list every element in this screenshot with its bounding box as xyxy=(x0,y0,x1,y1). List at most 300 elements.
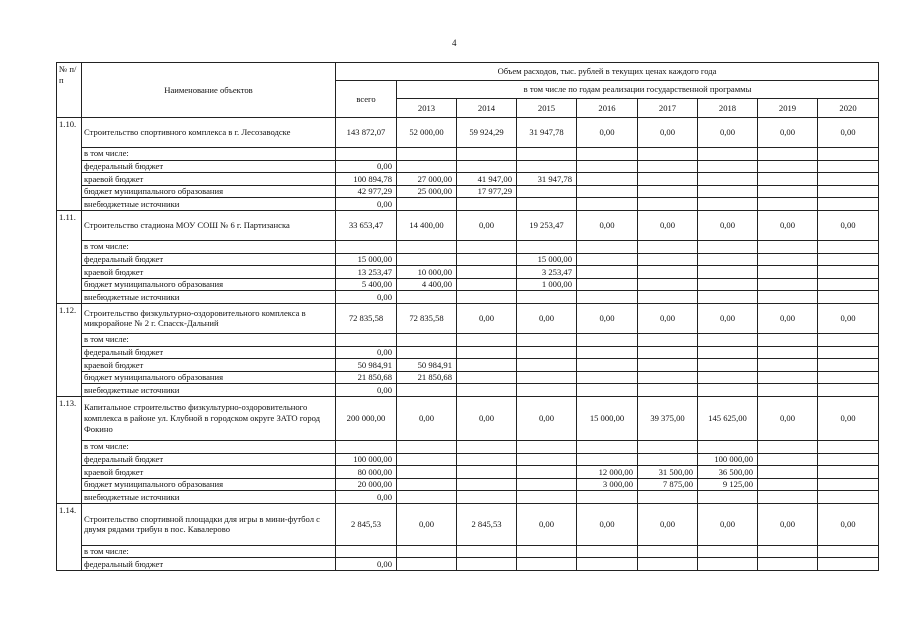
funding-row xyxy=(57,440,879,453)
funding-year-value xyxy=(818,558,879,571)
funding-year-value xyxy=(638,291,698,304)
budget-table xyxy=(56,62,879,571)
funding-year-value xyxy=(638,346,698,359)
object-year-value: 0,00 xyxy=(818,118,879,148)
funding-total: 15 000,00 xyxy=(336,253,397,266)
funding-year-value: 25 000,00 xyxy=(397,185,457,198)
object-year-value: 0,00 xyxy=(517,396,577,440)
header-expense: Объем расходов, тыс. рублей в текущих ценах каждого года xyxy=(336,63,879,81)
object-year-value: 0,00 xyxy=(577,118,638,148)
funding-year-value xyxy=(397,291,457,304)
funding-year-value xyxy=(517,384,577,397)
funding-year-value xyxy=(638,359,698,372)
funding-year-value xyxy=(698,346,758,359)
funding-year-value xyxy=(698,333,758,346)
funding-year-value xyxy=(818,359,879,372)
funding-year-value: 4 400,00 xyxy=(397,278,457,291)
funding-year-value xyxy=(457,148,517,161)
funding-year-value xyxy=(758,160,818,173)
object-year-value: 0,00 xyxy=(457,396,517,440)
funding-year-value xyxy=(517,291,577,304)
funding-source-label: федеральный бюджет xyxy=(82,558,336,571)
funding-total: 20 000,00 xyxy=(336,478,397,491)
object-year-value: 14 400,00 xyxy=(397,210,457,240)
funding-year-value xyxy=(758,558,818,571)
funding-total: 13 253,47 xyxy=(336,266,397,279)
funding-source-label: в том числе: xyxy=(82,440,336,453)
funding-year-value xyxy=(517,466,577,479)
funding-row xyxy=(57,466,879,479)
object-total: 143 872,07 xyxy=(336,118,397,148)
funding-total: 5 400,00 xyxy=(336,278,397,291)
funding-year-value xyxy=(758,198,818,211)
funding-year-value xyxy=(638,453,698,466)
funding-year-value xyxy=(758,333,818,346)
funding-year-value xyxy=(517,545,577,558)
funding-year-value xyxy=(577,278,638,291)
object-year-value: 0,00 xyxy=(457,303,517,333)
funding-year-value xyxy=(457,198,517,211)
funding-year-value xyxy=(397,240,457,253)
header-no: № п/п xyxy=(57,63,82,118)
funding-source-label: бюджет муниципального образования xyxy=(82,185,336,198)
object-year-value: 0,00 xyxy=(517,503,577,545)
object-name: Строительство стадиона МОУ СОШ № 6 г. Партизанска xyxy=(82,210,336,240)
funding-total: 21 850,68 xyxy=(336,371,397,384)
funding-year-value xyxy=(457,466,517,479)
funding-year-value xyxy=(638,333,698,346)
funding-year-value xyxy=(397,198,457,211)
funding-year-value xyxy=(577,198,638,211)
funding-year-value xyxy=(818,185,879,198)
object-row xyxy=(57,210,879,240)
funding-year-value xyxy=(457,333,517,346)
object-year-value: 0,00 xyxy=(818,210,879,240)
funding-year-value xyxy=(457,359,517,372)
funding-row xyxy=(57,173,879,186)
funding-year-value xyxy=(698,266,758,279)
funding-source-label: в том числе: xyxy=(82,148,336,161)
funding-row xyxy=(57,148,879,161)
funding-year-value xyxy=(577,173,638,186)
object-year-value: 19 253,47 xyxy=(517,210,577,240)
object-year-value: 0,00 xyxy=(638,118,698,148)
funding-year-value xyxy=(517,359,577,372)
funding-year-value xyxy=(698,253,758,266)
funding-total: 0,00 xyxy=(336,198,397,211)
funding-year-value xyxy=(517,491,577,504)
funding-year-value xyxy=(818,160,879,173)
funding-year-value xyxy=(397,478,457,491)
funding-year-value xyxy=(698,384,758,397)
funding-source-label: в том числе: xyxy=(82,240,336,253)
object-year-value: 0,00 xyxy=(818,503,879,545)
funding-year-value xyxy=(397,453,457,466)
year-header-2019: 2019 xyxy=(758,99,818,118)
funding-year-value xyxy=(638,278,698,291)
funding-year-value xyxy=(577,266,638,279)
funding-total: 0,00 xyxy=(336,291,397,304)
funding-year-value xyxy=(457,371,517,384)
funding-row xyxy=(57,266,879,279)
funding-year-value xyxy=(758,240,818,253)
year-header-2018: 2018 xyxy=(698,99,758,118)
funding-year-value xyxy=(577,453,638,466)
funding-year-value xyxy=(397,333,457,346)
funding-year-value xyxy=(457,558,517,571)
funding-total: 42 977,29 xyxy=(336,185,397,198)
funding-year-value xyxy=(818,466,879,479)
funding-year-value xyxy=(698,291,758,304)
funding-year-value xyxy=(517,453,577,466)
funding-year-value xyxy=(517,160,577,173)
funding-source-label: краевой бюджет xyxy=(82,266,336,279)
funding-year-value xyxy=(638,371,698,384)
funding-year-value xyxy=(457,453,517,466)
funding-total: 0,00 xyxy=(336,491,397,504)
funding-year-value xyxy=(457,440,517,453)
funding-year-value xyxy=(818,198,879,211)
funding-year-value xyxy=(818,491,879,504)
funding-row xyxy=(57,478,879,491)
funding-year-value xyxy=(758,346,818,359)
funding-row xyxy=(57,371,879,384)
funding-year-value xyxy=(758,545,818,558)
funding-year-value xyxy=(698,440,758,453)
funding-source-label: в том числе: xyxy=(82,545,336,558)
object-year-value: 145 625,00 xyxy=(698,396,758,440)
funding-row xyxy=(57,333,879,346)
funding-row xyxy=(57,160,879,173)
funding-row xyxy=(57,198,879,211)
funding-year-value xyxy=(638,148,698,161)
page-number: 4 xyxy=(452,38,457,48)
funding-year-value xyxy=(698,148,758,161)
object-year-value: 0,00 xyxy=(758,396,818,440)
funding-year-value xyxy=(818,478,879,491)
funding-year-value xyxy=(397,466,457,479)
funding-year-value xyxy=(517,240,577,253)
object-year-value: 31 947,78 xyxy=(517,118,577,148)
funding-total: 50 984,91 xyxy=(336,359,397,372)
funding-year-value xyxy=(698,240,758,253)
funding-year-value xyxy=(397,558,457,571)
funding-year-value: 9 125,00 xyxy=(698,478,758,491)
funding-year-value xyxy=(698,198,758,211)
funding-source-label: краевой бюджет xyxy=(82,359,336,372)
funding-year-value xyxy=(638,173,698,186)
funding-year-value xyxy=(577,185,638,198)
funding-source-label: внебюджетные источники xyxy=(82,291,336,304)
object-year-value: 0,00 xyxy=(638,503,698,545)
funding-year-value xyxy=(577,545,638,558)
object-number: 1.12. xyxy=(57,303,82,396)
funding-year-value xyxy=(758,148,818,161)
object-year-value: 0,00 xyxy=(638,210,698,240)
funding-year-value: 27 000,00 xyxy=(397,173,457,186)
funding-year-value xyxy=(818,545,879,558)
funding-total: 100 000,00 xyxy=(336,453,397,466)
object-year-value: 0,00 xyxy=(818,396,879,440)
funding-year-value: 21 850,68 xyxy=(397,371,457,384)
object-year-value: 0,00 xyxy=(577,210,638,240)
object-year-value: 0,00 xyxy=(758,118,818,148)
funding-year-value: 7 875,00 xyxy=(638,478,698,491)
funding-year-value xyxy=(638,440,698,453)
funding-total: 0,00 xyxy=(336,384,397,397)
funding-year-value xyxy=(457,160,517,173)
funding-year-value xyxy=(397,253,457,266)
funding-year-value xyxy=(517,333,577,346)
funding-year-value xyxy=(758,466,818,479)
funding-year-value xyxy=(698,278,758,291)
object-year-value: 72 835,58 xyxy=(397,303,457,333)
object-year-value: 0,00 xyxy=(758,303,818,333)
year-header-2016: 2016 xyxy=(577,99,638,118)
funding-year-value xyxy=(577,253,638,266)
year-header-2013: 2013 xyxy=(397,99,457,118)
funding-year-value xyxy=(758,384,818,397)
funding-year-value xyxy=(517,198,577,211)
funding-year-value xyxy=(577,240,638,253)
funding-year-value xyxy=(698,371,758,384)
funding-row xyxy=(57,346,879,359)
object-total: 72 835,58 xyxy=(336,303,397,333)
funding-year-value xyxy=(517,478,577,491)
funding-year-value xyxy=(758,185,818,198)
object-year-value: 0,00 xyxy=(818,303,879,333)
object-year-value: 0,00 xyxy=(397,503,457,545)
funding-year-value xyxy=(638,253,698,266)
funding-total xyxy=(336,545,397,558)
funding-source-label: внебюджетные источники xyxy=(82,491,336,504)
object-row xyxy=(57,396,879,440)
funding-year-value: 1 000,00 xyxy=(517,278,577,291)
funding-row xyxy=(57,185,879,198)
object-year-value: 0,00 xyxy=(577,303,638,333)
funding-year-value xyxy=(818,384,879,397)
funding-source-label: внебюджетные источники xyxy=(82,198,336,211)
funding-year-value xyxy=(638,491,698,504)
funding-year-value xyxy=(818,440,879,453)
funding-row xyxy=(57,359,879,372)
object-year-value: 2 845,53 xyxy=(457,503,517,545)
funding-year-value: 10 000,00 xyxy=(397,266,457,279)
funding-year-value: 17 977,29 xyxy=(457,185,517,198)
funding-year-value: 15 000,00 xyxy=(517,253,577,266)
funding-source-label: федеральный бюджет xyxy=(82,253,336,266)
funding-year-value xyxy=(577,333,638,346)
funding-year-value xyxy=(517,558,577,571)
funding-year-value: 36 500,00 xyxy=(698,466,758,479)
year-header-2015: 2015 xyxy=(517,99,577,118)
funding-year-value xyxy=(517,185,577,198)
object-year-value: 0,00 xyxy=(758,210,818,240)
funding-year-value xyxy=(577,371,638,384)
year-header-2014: 2014 xyxy=(457,99,517,118)
funding-year-value xyxy=(457,253,517,266)
funding-year-value xyxy=(638,558,698,571)
funding-year-value xyxy=(758,491,818,504)
funding-total xyxy=(336,440,397,453)
object-row xyxy=(57,303,879,333)
funding-year-value xyxy=(638,545,698,558)
funding-year-value xyxy=(397,491,457,504)
funding-year-value xyxy=(397,384,457,397)
object-row xyxy=(57,118,879,148)
funding-source-label: бюджет муниципального образования xyxy=(82,278,336,291)
funding-year-value xyxy=(577,160,638,173)
object-name: Строительство спортивной площадки для игры в мини-футбол с двумя рядами трибун в пос. Кавалерово xyxy=(82,503,336,545)
funding-source-label: федеральный бюджет xyxy=(82,346,336,359)
object-year-value: 0,00 xyxy=(698,503,758,545)
funding-year-value xyxy=(577,558,638,571)
funding-source-label: краевой бюджет xyxy=(82,466,336,479)
funding-total xyxy=(336,148,397,161)
object-year-value: 0,00 xyxy=(758,503,818,545)
funding-year-value xyxy=(758,173,818,186)
object-total: 33 653,47 xyxy=(336,210,397,240)
funding-year-value: 31 500,00 xyxy=(638,466,698,479)
funding-year-value: 3 253,47 xyxy=(517,266,577,279)
funding-year-value xyxy=(698,160,758,173)
funding-row xyxy=(57,453,879,466)
funding-year-value xyxy=(517,371,577,384)
funding-year-value xyxy=(577,491,638,504)
year-header-2020: 2020 xyxy=(818,99,879,118)
header-total: всего xyxy=(336,81,397,118)
funding-total: 0,00 xyxy=(336,346,397,359)
object-number: 1.10. xyxy=(57,118,82,211)
funding-source-label: федеральный бюджет xyxy=(82,453,336,466)
object-name: Строительство физкультурно-оздоровительного комплекса в микрорайоне № 2 г. Спасск-Дальний xyxy=(82,303,336,333)
funding-source-label: краевой бюджет xyxy=(82,173,336,186)
funding-year-value xyxy=(457,240,517,253)
funding-total xyxy=(336,240,397,253)
funding-year-value xyxy=(638,240,698,253)
funding-row xyxy=(57,558,879,571)
funding-year-value xyxy=(758,278,818,291)
funding-year-value xyxy=(457,266,517,279)
funding-year-value xyxy=(758,253,818,266)
funding-year-value xyxy=(818,278,879,291)
funding-year-value xyxy=(758,266,818,279)
funding-row xyxy=(57,491,879,504)
object-year-value: 0,00 xyxy=(698,118,758,148)
funding-total: 0,00 xyxy=(336,160,397,173)
funding-year-value xyxy=(818,333,879,346)
object-year-value: 59 924,29 xyxy=(457,118,517,148)
funding-year-value xyxy=(698,359,758,372)
funding-year-value xyxy=(758,371,818,384)
object-year-value: 0,00 xyxy=(638,303,698,333)
funding-year-value xyxy=(397,148,457,161)
funding-row xyxy=(57,384,879,397)
funding-year-value xyxy=(818,148,879,161)
funding-row xyxy=(57,545,879,558)
funding-year-value xyxy=(457,478,517,491)
funding-year-value xyxy=(577,359,638,372)
funding-year-value xyxy=(698,173,758,186)
object-year-value: 0,00 xyxy=(698,303,758,333)
funding-year-value xyxy=(758,478,818,491)
object-row xyxy=(57,503,879,545)
funding-year-value xyxy=(517,346,577,359)
funding-row xyxy=(57,240,879,253)
funding-year-value xyxy=(517,148,577,161)
funding-year-value xyxy=(818,253,879,266)
object-number: 1.11. xyxy=(57,210,82,303)
funding-total: 80 000,00 xyxy=(336,466,397,479)
funding-year-value xyxy=(818,291,879,304)
funding-year-value xyxy=(638,185,698,198)
funding-year-value xyxy=(457,491,517,504)
funding-year-value: 12 000,00 xyxy=(577,466,638,479)
funding-year-value xyxy=(698,185,758,198)
funding-year-value: 50 984,91 xyxy=(397,359,457,372)
funding-year-value xyxy=(818,240,879,253)
object-number: 1.14. xyxy=(57,503,82,570)
funding-year-value xyxy=(577,346,638,359)
object-year-value: 0,00 xyxy=(397,396,457,440)
funding-year-value xyxy=(457,346,517,359)
funding-year-value xyxy=(698,491,758,504)
object-name: Строительство спортивного комплекса в г. Лесозаводске xyxy=(82,118,336,148)
funding-year-value xyxy=(457,384,517,397)
funding-row xyxy=(57,253,879,266)
funding-year-value xyxy=(758,453,818,466)
object-year-value: 0,00 xyxy=(698,210,758,240)
table-body xyxy=(57,118,879,571)
funding-year-value xyxy=(638,384,698,397)
object-year-value: 0,00 xyxy=(577,503,638,545)
funding-year-value xyxy=(818,346,879,359)
funding-year-value xyxy=(818,173,879,186)
funding-year-value xyxy=(517,440,577,453)
funding-row xyxy=(57,291,879,304)
funding-year-value xyxy=(638,198,698,211)
funding-year-value: 41 947,00 xyxy=(457,173,517,186)
object-name: Капитальное строительство физкультурно-оздоровительного комплекса в районе ул. Клубной в городском округе ЗАТО город Фокино xyxy=(82,396,336,440)
funding-year-value xyxy=(457,545,517,558)
funding-year-value xyxy=(397,545,457,558)
funding-year-value xyxy=(758,291,818,304)
funding-year-value xyxy=(577,384,638,397)
funding-year-value: 31 947,78 xyxy=(517,173,577,186)
funding-year-value xyxy=(577,440,638,453)
year-header-2017: 2017 xyxy=(638,99,698,118)
object-year-value: 0,00 xyxy=(457,210,517,240)
funding-year-value xyxy=(397,160,457,173)
funding-total xyxy=(336,333,397,346)
funding-year-value xyxy=(698,545,758,558)
object-number: 1.13. xyxy=(57,396,82,503)
funding-source-label: внебюджетные источники xyxy=(82,384,336,397)
funding-source-label: бюджет муниципального образования xyxy=(82,478,336,491)
header-name: Наименование объектов xyxy=(82,63,336,118)
funding-total: 100 894,78 xyxy=(336,173,397,186)
object-year-value: 0,00 xyxy=(517,303,577,333)
object-year-value: 52 000,00 xyxy=(397,118,457,148)
funding-year-value xyxy=(758,440,818,453)
funding-source-label: бюджет муниципального образования xyxy=(82,371,336,384)
funding-year-value xyxy=(818,371,879,384)
funding-year-value xyxy=(397,440,457,453)
object-total: 200 000,00 xyxy=(336,396,397,440)
funding-year-value xyxy=(698,558,758,571)
funding-source-label: в том числе: xyxy=(82,333,336,346)
funding-year-value xyxy=(397,346,457,359)
